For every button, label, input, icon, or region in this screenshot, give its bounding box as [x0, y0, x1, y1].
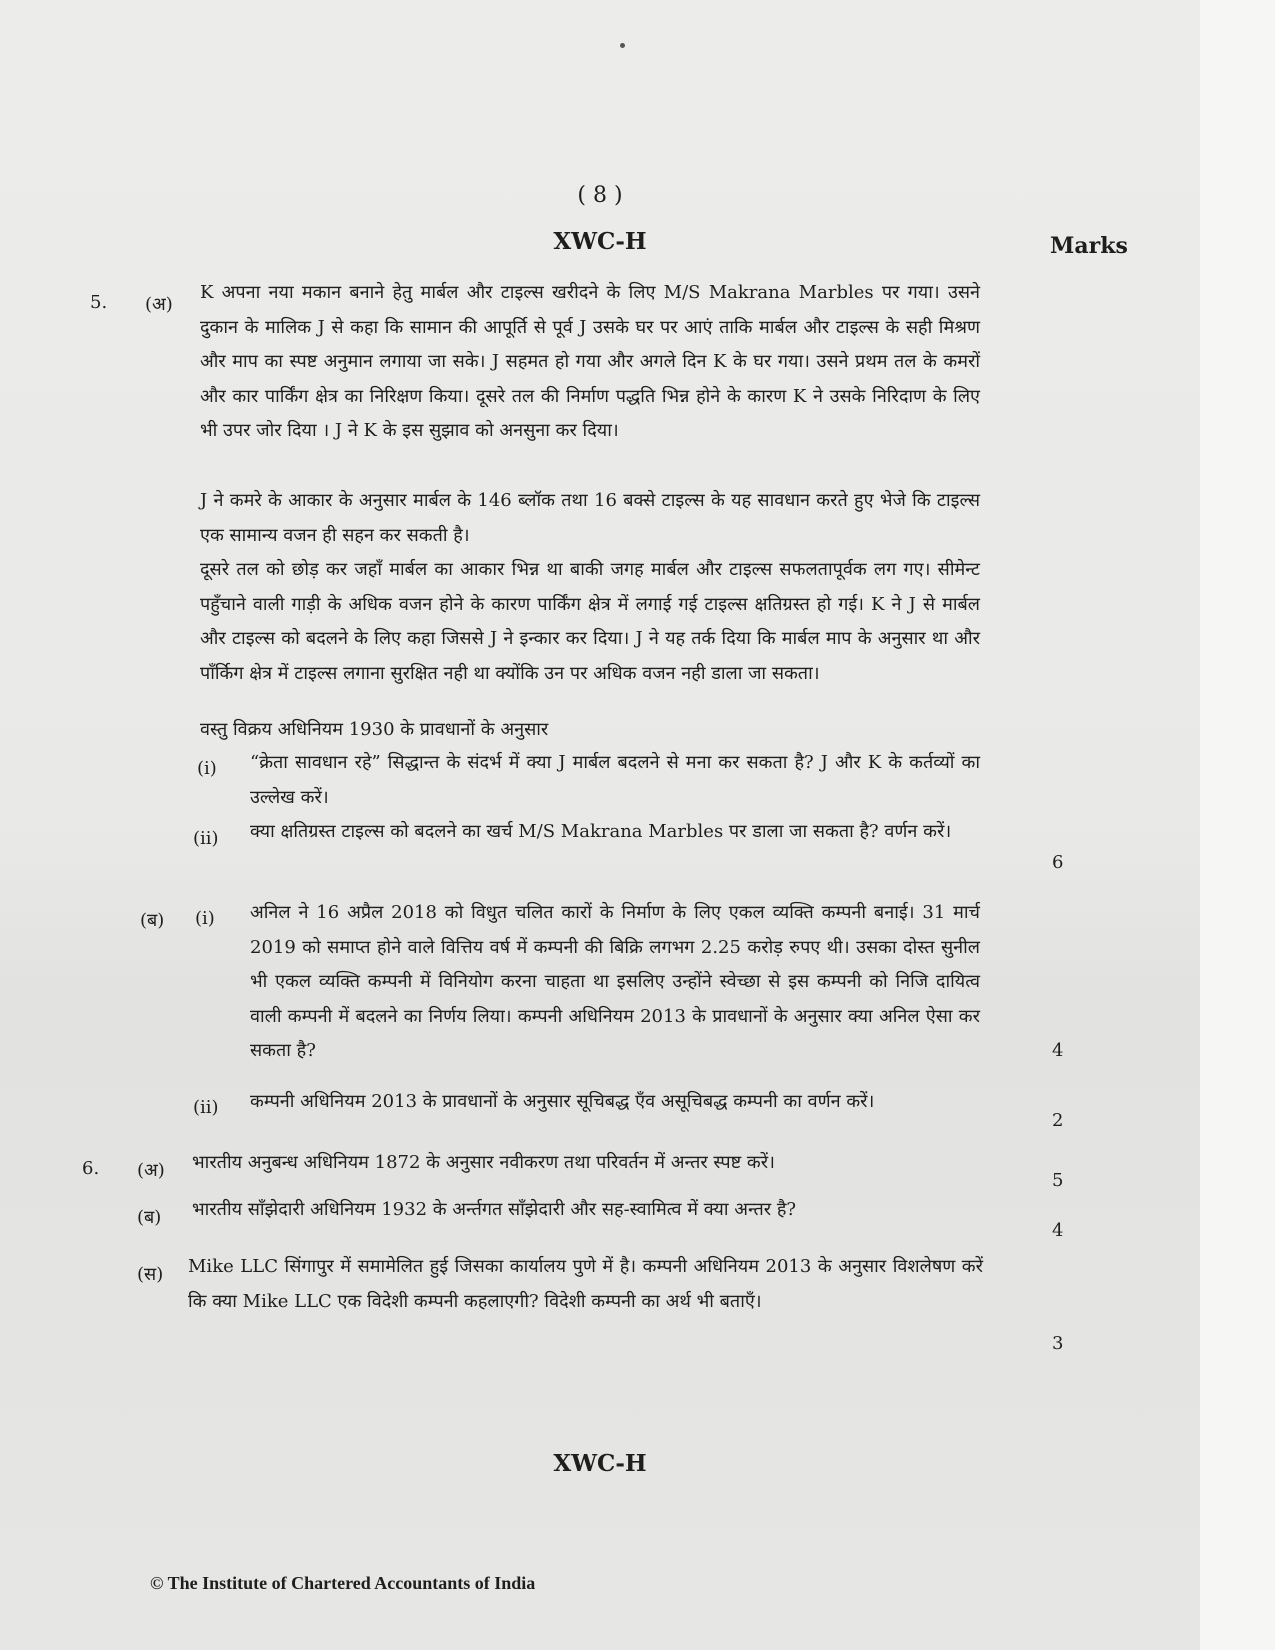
q6-a-label: (अ) — [137, 1160, 165, 1181]
q6-a-marks: 5 — [1052, 1170, 1064, 1191]
page-speck — [620, 43, 625, 48]
q5-a-ii-label: (ii) — [193, 828, 219, 849]
copyright-notice: © The Institute of Chartered Accountants of India — [150, 1573, 536, 1593]
q5-b-i-marks: 4 — [1052, 1040, 1064, 1061]
q6-c-marks: 3 — [1052, 1333, 1064, 1354]
q5-b-ii-marks: 2 — [1052, 1110, 1064, 1131]
page-number: ( 8 ) — [577, 183, 623, 208]
q6-b-text: भारतीय साँझेदारी अधिनियम 1932 के अर्न्तगत साँझेदारी और सह-स्वामित्व में क्या अन्तर है? — [192, 1199, 797, 1220]
question-6-number: 6. — [82, 1158, 100, 1179]
q6-b-label: (ब) — [137, 1207, 162, 1228]
q6-b-marks: 4 — [1052, 1220, 1064, 1241]
q5-b-ii-text: कम्पनी अधिनियम 2013 के प्रावधानों के अनुसार सूचिबद्ध एँव असूचिबद्ध कम्पनी का वर्णन करें। — [250, 1091, 875, 1112]
page-right-margin-strip — [1200, 0, 1275, 1650]
marks-column-heading: Marks — [1050, 233, 1128, 259]
q5-b-i-label: (i) — [195, 908, 215, 929]
q6-a-text: भारतीय अनुबन्ध अधिनियम 1872 के अनुसार नवीकरण तथा परिवर्तन में अन्तर स्पष्ट करें। — [192, 1152, 775, 1173]
question-5-number: 5. — [90, 292, 108, 313]
q5-a-paragraph-2: J ने कमरे के आकार के अनुसार मार्बल के 146 ब्लॉक तथा 16 बक्से टाइल्स के यह सावधान करते हुए भेजे कि टाइल्स एक सामान्य वजन ही सहन कर सकती है। — [200, 490, 980, 546]
q5-a-i-label: (i) — [197, 758, 217, 779]
paper-code-footer: XWC-H — [553, 1450, 647, 1477]
q5-b-i-text: अनिल ने 16 अप्रैल 2018 को विधुत चलित कारों के निर्माण के लिए एकल व्यक्ति कम्पनी बनाई। 31 मार्च 2019 को समाप्त होने वाले वित्तिय वर्ष में कम्पनी की बिक्रि लगभग 2.25 करोड़ रुपए थी। उसका दोस्त सुनील भी एकल व्यक्ति कम्पनी में विनियोग करना चाहता था इसलिए उन्होंने स्वेच्छा से इस कम्पनी को निजि दायित्व वाली कम्पनी में बदलने का निर्णय लिया। कम्पनी अधिनियम 2013 के प्रावधानों के अनुसार क्या अनिल ऐसा कर सकता है? — [250, 902, 980, 1061]
q5-a-paragraph-3: दूसरे तल को छोड़ कर जहाँ मार्बल का आकार भिन्न था बाकी जगह मार्बल और टाइल्स सफलतापूर्वक लग गए। सीमेन्ट पहुँचाने वाली गाड़ी के अधिक वजन होने के कारण पार्किंग क्षेत्र में लगाई गई टाइल्स क्षतिग्रस्त हो गई। K ने J से मार्बल और टाइल्स को बदलने के लिए कहा जिससे J ने इन्कार कर दिया। J ने यह तर्क दिया कि मार्बल माप के अनुसार था और पाँर्किग क्षेत्र में टाइल्स लगाना सुरक्षित नही था क्योंकि उन पर अधिक वजन नही डाला जा सकता। — [200, 559, 980, 684]
q5-b-label: (ब) — [140, 910, 165, 931]
q5-a-ii-text: क्या क्षतिग्रस्त टाइल्स को बदलने का खर्च M/S Makrana Marbles पर डाला जा सकता है? वर्णन करें। — [250, 821, 952, 842]
q5-a-i-text: “क्रेता सावधान रहे” सिद्धान्त के संदर्भ में क्या J मार्बल बदलने से मना कर सकता है? J और K के कर्तव्यों का उल्लेख करें। — [250, 752, 980, 808]
q5-a-marks: 6 — [1052, 852, 1064, 873]
paper-code-header: XWC-H — [553, 228, 647, 255]
q6-c-label: (स) — [137, 1264, 164, 1285]
q5-a-paragraph-4: वस्तु विक्रय अधिनियम 1930 के प्रावधानों के अनुसार — [200, 719, 549, 740]
q5-a-label: (अ) — [145, 294, 173, 315]
q5-a-paragraph-1: K अपना नया मकान बनाने हेतु मार्बल और टाइल्स खरीदने के लिए M/S Makrana Marbles पर गया। उसने दुकान के मालिक J से कहा कि सामान की आपूर्ति से पूर्व J उसके घर पर आएं ताकि मार्बल और टाइल्स के सही मिश्रण और माप का स्पष्ट अनुमान लगाया जा सके। J सहमत हो गया और अगले दिन K के घर गया। उसने प्रथम तल के कमरों और कार पार्किंग क्षेत्र का निरिक्षण किया। दूसरे तल की निर्माण पद्धति भिन्न होने के कारण K ने उसके निरिदाण के लिए भी उपर जोर दिया । J ने K के इस सुझाव को अनसुना कर दिया। — [200, 282, 980, 441]
q5-b-ii-label: (ii) — [193, 1097, 219, 1118]
q6-c-text: Mike LLC सिंगापुर में समामेलित हुई जिसका कार्यालय पुणे में है। कम्पनी अधिनियम 2013 के अनुसार विशलेषण करें कि क्या Mike LLC एक विदेशी कम्पनी कहलाएगी? विदेशी कम्पनी का अर्थ भी बताएँ। — [188, 1256, 983, 1312]
